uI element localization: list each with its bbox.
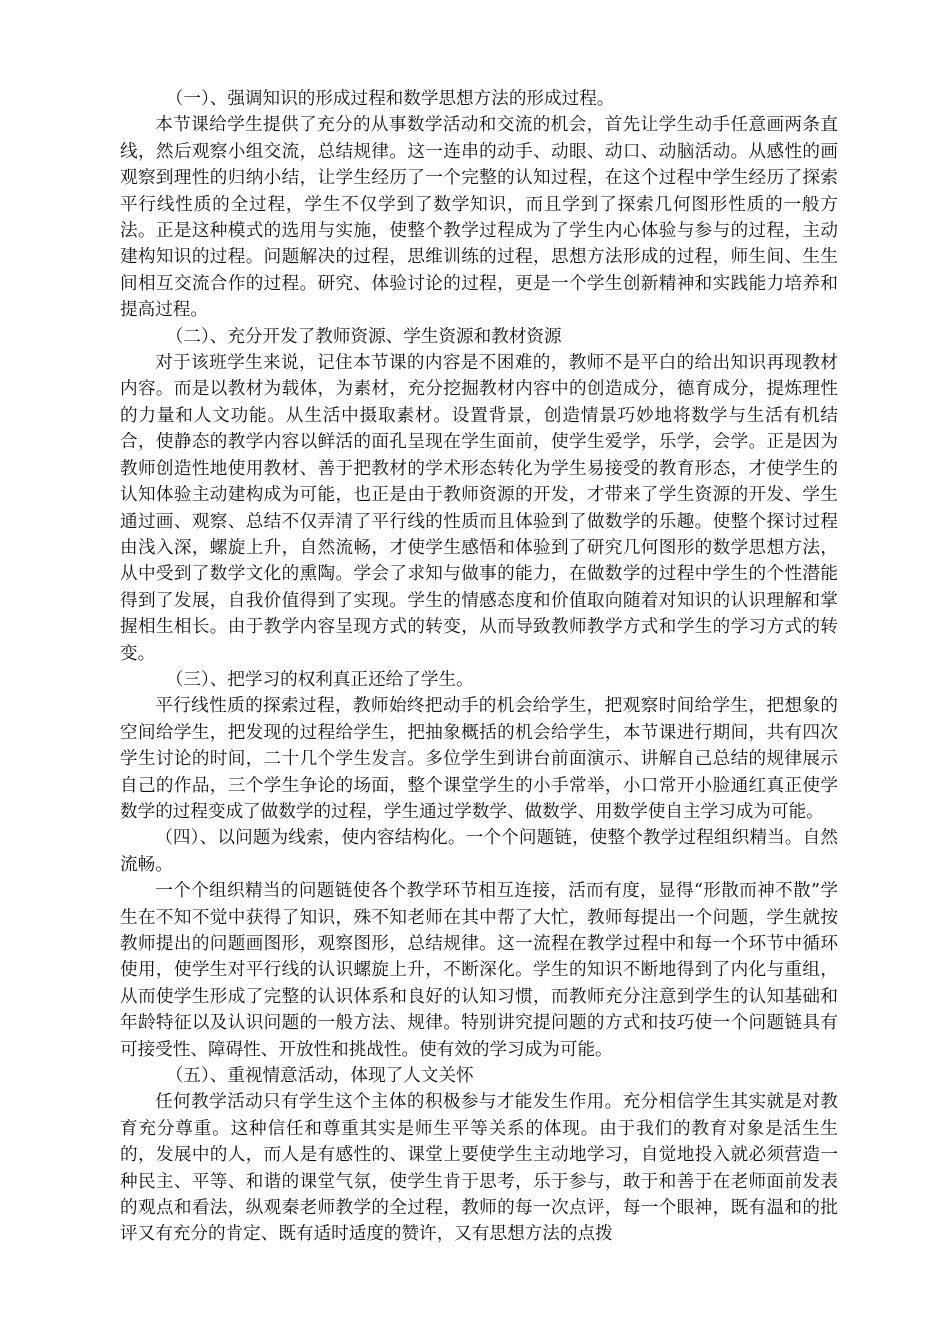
section-2-heading: （二）、充分开发了教师资源、学生资源和教材资源 bbox=[165, 326, 562, 347]
section-4-paragraph: 一个个组织精当的问题链使各个教学环节相互连接，活而有度，显得“形散而神不散”学生在不知不觉中获得了知识，殊不知老师在其中帮了大忙，教师每提出一个问题，学生就按教师提出的问题画图形，观察图形，总结规律。这一流程在教学过程中和每一个环节中循环使用，使学生对平行线的认识螺旋上升，不断深化。学生的知识不断地得到了内化与重组，从而使学生形成了完整的认识体系和良好的认知习惯，而教师充分注意到学生的认知基础和年龄特征以及认识问题的一般方法、规律。特别讲究提问题的方式和技巧使一个问题链具有可接受性、障碍性、开放性和挑战性。使有效的学习成为可能。 bbox=[120, 881, 838, 1060]
section-2-paragraph: 对于该班学生来说，记住本节课的内容是不困难的，教师不是平白的给出知识再现教材内容。而是以教材为载体，为素材，充分挖掘教材内容中的创造成分，德育成分，提炼理性的力量和人文功能。从生活中摄取素材。设置背景，创造情景巧妙地将数学与生活有机结合，使静态的教学内容以鲜活的面孔呈现在学生面前，使学生爱学，乐学，会学。正是因为教师创造性地使用教材、善于把教材的学术形态转化为学生易接受的教育形态，才使学生的认知体验主动建构成为可能，也正是由于教师资源的开发，才带来了学生资源的开发、学生通过画、观察、总结不仅弄清了平行线的性质而且体验到了做数学的乐趣。使整个探讨过程由浅入深，螺旋上升，自然流畅，才使学生感悟和体验到了研究几何图形的数学思想方法，从中受到了数学文化的熏陶。学会了求知与做事的能力，在做数学的过程中学生的个性潜能得到了发展，自我价值得到了实现。学生的情感态度和价值取向随着对知识的认识理解和掌握相生相长。由于教学内容呈现方式的转变，从而导致教师教学方式和学生的学习方式的转变。 bbox=[120, 353, 838, 664]
section-3-paragraph: 平行线性质的探索过程，教师始终把动手的机会给学生，把观察时间给学生，把想象的空间给学生，把发现的过程给学生，把抽象概括的机会给学生，本节课进行期间，共有四次学生讨论的时间，二十几个学生发言。多位学生到讲台前面演示、讲解自己总结的规律展示自己的作品，三个学生争论的场面，整个课堂学生的小手常举，小口常开小脸通红真正使学数学的过程变成了做数学的过程，学生通过学数学、做数学、用数学使自主学习成为可能。 bbox=[120, 696, 838, 822]
section-3-heading: （三）、把学习的权利真正还给了学生。 bbox=[165, 669, 474, 690]
section-4-heading: （四）、以问题为线索，使内容结构化。一个个问题链，使整个教学过程组织精当。自然流畅。 bbox=[120, 828, 838, 875]
section-1-paragraph: 本节课给学生提供了充分的从事数学活动和交流的机会，首先让学生动手任意画两条直线，然后观察小组交流，总结规律。这一连串的动手、动眼、动口、动脑活动。从感性的画观察到理性的归纳小结，让学生经历了一个完整的认知过程，在这个过程中学生经历了探索平行线性质的全过程，学生不仅学到了数学知识，而且学到了探索几何图形性质的一般方法。正是这种模式的选用与实施，使整个教学过程成为了学生内心体验与参与的过程，主动建构知识的过程。问题解决的过程，思维训练的过程，思想方法形成的过程，师生间、生生间相互交流合作的过程。研究、体验讨论的过程，更是一个学生创新精神和实践能力培养和提高过程。 bbox=[120, 115, 838, 321]
document-page bbox=[120, 86, 838, 1248]
section-5-heading: （五）、重视情意活动，体现了人文关怀 bbox=[165, 1066, 474, 1087]
section-5-paragraph: 任何教学活动只有学生这个主体的积极参与才能发生作用。充分相信学生其实就是对教育充分尊重。这种信任和尊重其实是师生平等关系的体现。由于我们的教育对象是活生生的，发展中的人，而人是有感性的、课堂上要使学生主动地学习，自觉地投入就必须营造一种民主、平等、和谐的课堂气氛，使学生肯于思考，乐于参与，敢于和善于在老师面前发表的观点和看法，纵观秦老师教学的全过程，教师的每一次点评，每一个眼神，既有温和的批评又有充分的肯定、既有适时适度的赞许，又有思想方法的点拨 bbox=[120, 1092, 838, 1245]
section-1-heading: （一）、强调知识的形成过程和数学思想方法的形成过程。 bbox=[165, 89, 615, 109]
